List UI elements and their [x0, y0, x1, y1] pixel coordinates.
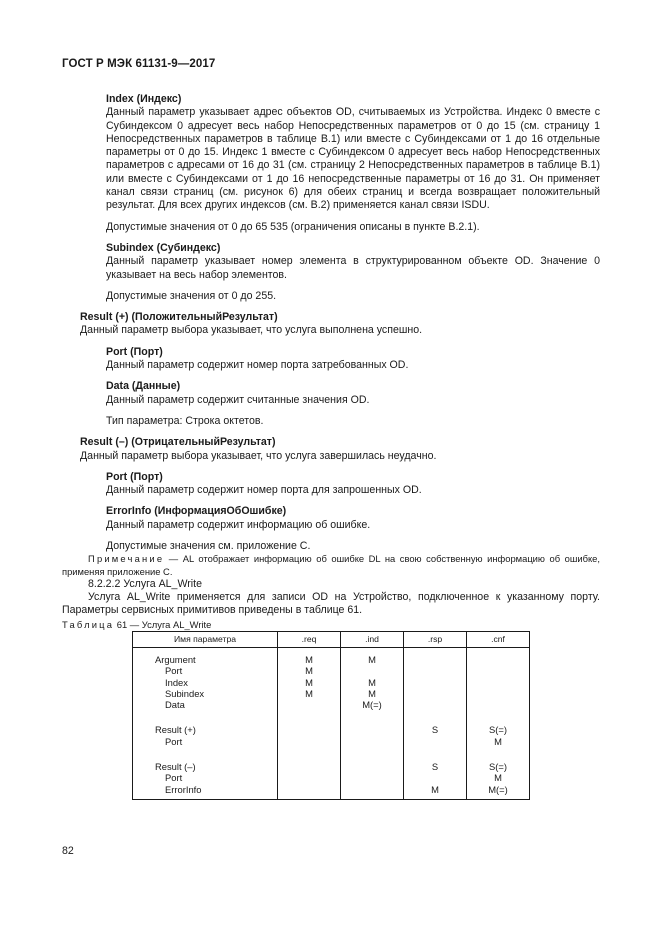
- cell-ind: [341, 647, 404, 718]
- port-description-1: Данный параметр содержит номер порта затребованных OD.: [106, 359, 409, 372]
- cell-rsp: [404, 755, 467, 799]
- note-paragraph: [62, 553, 600, 577]
- errorinfo-block: [62, 505, 600, 532]
- param-name: Data: [165, 699, 185, 711]
- req-value: M: [305, 665, 313, 677]
- table-row-result-positive: [133, 718, 530, 755]
- index-parameter-block: [62, 93, 600, 213]
- errorinfo-range: Допустимые значения см. приложение C.: [106, 540, 311, 553]
- subindex-description: Данный параметр указывает номер элемента в структурированном объекте OD. Значение 0 указывает на весь набор элементов.: [106, 255, 600, 281]
- subindex-title: Subindex (Субиндекс): [106, 241, 221, 254]
- ind-value: M: [368, 653, 376, 665]
- note-text: — AL отображает информацию об ошибке DL на свою собственную информацию об ошибке, применяя приложение C.: [62, 553, 600, 577]
- subindex-range-block: [62, 290, 600, 303]
- result-positive-description: Данный параметр выбора указывает, что услуга выполнена успешно.: [80, 324, 423, 337]
- port-title-2: Port (Порт): [106, 470, 163, 483]
- param-name: Port: [165, 665, 183, 677]
- cell-req: [278, 755, 341, 799]
- cnf-value: S(=): [489, 760, 507, 772]
- errorinfo-description: Данный параметр содержит информацию об ошибке.: [106, 518, 371, 531]
- errorinfo-range-block: [62, 540, 600, 553]
- rsp-value: S: [431, 724, 439, 736]
- data-description: Данный параметр содержит считанные значения OD.: [106, 393, 370, 406]
- req-value: M: [305, 687, 313, 699]
- ind-value: M: [368, 676, 376, 688]
- cell-names: [133, 647, 278, 718]
- ind-value: [341, 665, 403, 676]
- ind-value: M: [368, 687, 376, 699]
- table-row-argument: [133, 647, 530, 718]
- cnf-value: M: [494, 735, 502, 747]
- cnf-value: S(=): [489, 724, 507, 736]
- result-negative-block: [62, 436, 600, 463]
- cell-cnf: [467, 755, 530, 799]
- column-header-req: .req: [278, 631, 341, 647]
- result-negative-title: Result (–) (ОтрицательныйРезультат): [80, 436, 276, 449]
- table-row-result-negative: [133, 755, 530, 799]
- errorinfo-title: ErrorInfo (ИнформацияОбОшибке): [106, 505, 287, 518]
- cell-cnf: [467, 647, 530, 718]
- table-caption: [62, 618, 600, 631]
- page-number: 82: [62, 845, 74, 857]
- data-type: Тип параметра: Строка октетов.: [106, 414, 264, 427]
- result-negative-description: Данный параметр выбора указывает, что услуга завершилась неудачно.: [80, 449, 437, 462]
- cell-req: [278, 718, 341, 755]
- port-block-2: [62, 471, 600, 498]
- column-header-rsp: .rsp: [404, 631, 467, 647]
- port-description-2: Данный параметр содержит номер порта для запрошенных OD.: [106, 484, 422, 497]
- data-block: [62, 380, 600, 407]
- table-header-row: [133, 631, 530, 647]
- param-name: Subindex: [165, 687, 205, 699]
- req-value: [278, 699, 340, 710]
- param-name: Argument: [155, 653, 196, 665]
- cell-rsp: [404, 647, 467, 718]
- column-header-cnf: .cnf: [467, 631, 530, 647]
- req-value: M: [305, 653, 313, 665]
- table-61-al-write: [132, 631, 530, 800]
- param-name: Index: [165, 676, 188, 688]
- subindex-range: Допустимые значения от 0 до 255.: [106, 289, 277, 302]
- req-value: M: [305, 676, 313, 688]
- subindex-parameter-block: [62, 242, 600, 282]
- rsp-value: M: [431, 783, 439, 795]
- cnf-value: M(=): [488, 783, 508, 795]
- table-caption-text: 61 — Услуга AL_Write: [114, 618, 212, 630]
- data-type-block: [62, 415, 600, 428]
- page-content: [62, 93, 600, 800]
- cell-ind: [341, 718, 404, 755]
- cell-ind: [341, 755, 404, 799]
- cell-cnf: [467, 718, 530, 755]
- cell-names: [133, 718, 278, 755]
- result-positive-title: Result (+) (ПоложительныйРезультат): [80, 311, 278, 324]
- port-block-1: [62, 346, 600, 373]
- ind-value: M(=): [362, 699, 382, 711]
- index-title: Index (Индекс): [106, 93, 182, 105]
- param-name: Port: [165, 735, 183, 747]
- param-name: Result (+): [155, 724, 196, 736]
- rsp-value: [404, 772, 466, 783]
- column-header-ind: .ind: [341, 631, 404, 647]
- result-positive-block: [62, 311, 600, 338]
- port-title-1: Port (Порт): [106, 345, 163, 358]
- index-range: Допустимые значения от 0 до 65 535 (ограничения описаны в пункте B.2.1).: [106, 220, 480, 233]
- param-name: Result (–): [155, 760, 196, 772]
- section-heading: 8.2.2.2 Услуга AL_Write: [88, 577, 202, 590]
- cell-names: [133, 755, 278, 799]
- cell-rsp: [404, 718, 467, 755]
- index-range-block: [62, 221, 600, 234]
- cell-req: [278, 647, 341, 718]
- rsp-value: [404, 736, 466, 747]
- cnf-value: M: [494, 772, 502, 784]
- column-header-parameter-name: Имя параметра: [133, 631, 278, 647]
- data-title: Data (Данные): [106, 380, 181, 393]
- section-text: Услуга AL_Write применяется для записи OD на Устройство, подключенное к указанному порту. Параметры сервисных примитивов приведены в таблице 61.: [62, 591, 600, 617]
- page-header-standard-number: ГОСТ Р МЭК 61131-9—2017: [62, 58, 216, 70]
- rsp-value: S: [431, 760, 439, 772]
- index-description: Данный параметр указывает адрес объектов OD, считываемых из Устройства. Индекс 0 вместе с Субиндексом 0 адресует весь набор Непосредственных параметров от 0 до 15 (см. страницу 1 Непосредственных параметров в таблице B.1) или вместе с Субиндексами от 1 до 16 отдельные параметры от 0 до 15. Индекс 1 вместе с Субиндексом 0 адресует весь набор Непосредственных параметров с адресами от 16 до 31 (см. страницу 2 Непосредственных параметров в таблице B.1) или вместе с Субиндексами от 1 до 16 непосредственные параметры от 16 до 31. Он применяет канал связи страниц (см. рисунок 6) для обеих страниц и всегда возвращает положительный результат. Для всех других индексов (см. B.2) применяется канал связи ISDU.: [106, 106, 600, 212]
- param-name: ErrorInfo: [165, 783, 202, 795]
- param-name: Port: [165, 772, 183, 784]
- table-caption-label: Таблица: [62, 618, 115, 630]
- note-label: Примечание: [88, 553, 165, 565]
